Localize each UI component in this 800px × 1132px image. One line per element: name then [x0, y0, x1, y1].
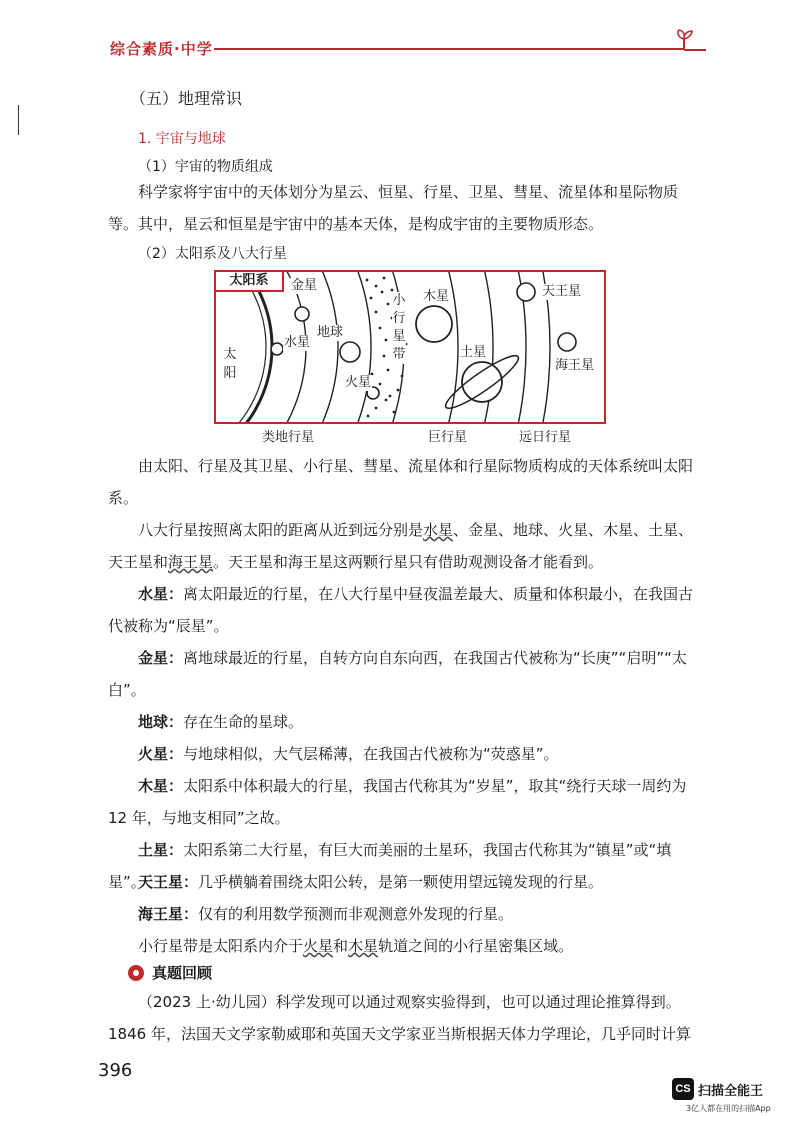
subsection-title: 1. 宇宙与地球: [138, 131, 226, 147]
label-uranus: 天王星: [542, 284, 582, 299]
mars-text: 与地球相似，大气层稀薄，在我国古代被称为“荧惑星”。: [183, 745, 559, 763]
planet-uranus: [517, 283, 535, 301]
paragraph-asteroid-belt: [108, 930, 706, 962]
category-terrestrial: 类地行星: [262, 430, 315, 445]
saturn-text: 太阳系第二大行星，有巨大而美丽的土星环，我国古代称其为“镇星”或“填星”。: [108, 841, 672, 891]
order-highlight-neptune: 海王星: [168, 553, 214, 571]
sun-label-1: 太: [223, 347, 237, 362]
belt-text-a: 小行星带是太阳系内介于: [138, 937, 304, 955]
review-title: 真题回顾: [152, 964, 213, 982]
item-heading-2: （2）太阳系及八大行星: [138, 246, 287, 262]
scanner-logo-icon: CS: [672, 1078, 694, 1100]
paragraph-uranus: [108, 866, 706, 898]
item-heading-1: （1）宇宙的物质组成: [138, 159, 273, 175]
review-text: （2023 上·幼儿园）科学发现可以通过观察实验得到，也可以通过理论推算得到。1846 年，法国天文学家勒威耶和英国天文学家亚当斯根据天体力学理论，几乎同时计算: [108, 993, 691, 1043]
planet-neptune: [558, 333, 576, 351]
review-heading: [128, 962, 212, 983]
label-neptune: 海王星: [555, 358, 595, 373]
belt-label-1: 小: [392, 293, 406, 308]
paragraph-universe-text: 科学家将宇宙中的天体划分为星云、恒星、行星、卫星、彗星、流星体和星际物质等。其中，星云和恒星是宇宙中的基本天体，是构成宇宙的主要物质形态。: [108, 183, 679, 233]
paragraph-jupiter: [108, 770, 706, 834]
mercury-key: 水星：: [138, 585, 184, 603]
label-saturn: 土星: [460, 345, 487, 360]
venus-text: 离地球最近的行星，自转方向自东向西，在我国古代被称为“长庚”“启明”“太白”。: [108, 649, 687, 699]
saturn-key: 土星：: [138, 841, 184, 859]
scanner-name: 扫描全能王: [698, 1083, 764, 1099]
order-text-a: 八大行星按照离太阳的距离从近到远分别是: [138, 521, 424, 539]
order-text-b: 、金星、地球、火星、木星、土星、天王星和: [108, 521, 694, 571]
label-mercury: 水星: [284, 335, 311, 350]
belt-highlight-jupiter: 木星: [348, 937, 379, 955]
diagram-box-label: 太阳系: [216, 272, 284, 292]
sprout-icon: [676, 26, 710, 56]
paragraph-venus: [108, 642, 706, 706]
sun-label-2: 阳: [223, 366, 237, 381]
mercury-text: 离太阳最近的行星，在八大行星中昼夜温差最大、质量和体积最小，在我国古代被称为“辰星”。: [108, 585, 694, 635]
scanner-tagline: 3亿人都在用的扫描App: [686, 1104, 771, 1113]
header-title: 综合素质·中学: [110, 40, 213, 58]
paragraph-neptune: [108, 898, 706, 930]
label-mars: 火星: [345, 375, 372, 390]
review-badge-icon: [128, 965, 144, 981]
mars-key: 火星：: [138, 745, 184, 763]
jupiter-key: 木星：: [138, 777, 184, 795]
neptune-text: 仅有的利用数学预测而非观测意外发现的行星。: [198, 905, 514, 923]
planet-jupiter: [416, 306, 452, 342]
section-title: （五）地理常识: [130, 89, 243, 108]
uranus-key: 天王星：: [138, 873, 199, 891]
earth-text: 存在生命的星球。: [183, 713, 304, 731]
belt-label-2: 行: [392, 311, 406, 326]
paragraph-mars: [108, 738, 706, 770]
paragraph-earth: [108, 706, 706, 738]
belt-highlight-mars: 火星: [303, 937, 334, 955]
neptune-key: 海王星：: [138, 905, 199, 923]
paragraph-solar-system: [108, 450, 706, 514]
jupiter-text: 太阳系中体积最大的行星，我国古代称其为“岁星”，取其“绕行天球一周约为 12 年，与地支相同”之故。: [108, 777, 687, 827]
scanner-watermark: [672, 1078, 763, 1100]
category-giant: 巨行星: [428, 430, 468, 445]
solar-system-diagram: [214, 270, 606, 424]
uranus-text: 几乎横躺着围绕太阳公转，是第一颗使用望远镜发现的行星。: [198, 873, 604, 891]
paragraph-solar-system-text: 由太阳、行星及其卫星、小行星、彗星、流星体和行星际物质构成的天体系统叫太阳系。: [108, 457, 694, 507]
paragraph-planet-order: [108, 514, 706, 578]
label-earth: 地球: [317, 325, 344, 340]
belt-label-4: 带: [392, 347, 406, 362]
planet-venus: [295, 307, 309, 321]
order-highlight-mercury: 水星: [423, 521, 454, 539]
paragraph-mercury: [108, 578, 706, 642]
planet-earth: [340, 342, 360, 362]
review-question: [108, 986, 708, 1050]
margin-mark: [18, 105, 19, 135]
page-number: 396: [98, 1060, 133, 1081]
order-text-c: 。天王星和海王星这两颗行星只有借助观测设备才能看到。: [213, 553, 604, 571]
label-venus: 金星: [291, 278, 318, 293]
belt-text-m: 和: [333, 937, 349, 955]
label-jupiter: 木星: [423, 289, 450, 304]
belt-text-b: 轨道之间的小行星密集区域。: [378, 937, 574, 955]
category-distant: 远日行星: [519, 430, 572, 445]
earth-key: 地球：: [138, 713, 184, 731]
paragraph-universe: [108, 176, 706, 240]
venus-key: 金星：: [138, 649, 184, 667]
planet-mercury: [271, 343, 283, 355]
belt-label-3: 星: [392, 329, 406, 344]
header-rule: [214, 48, 684, 50]
